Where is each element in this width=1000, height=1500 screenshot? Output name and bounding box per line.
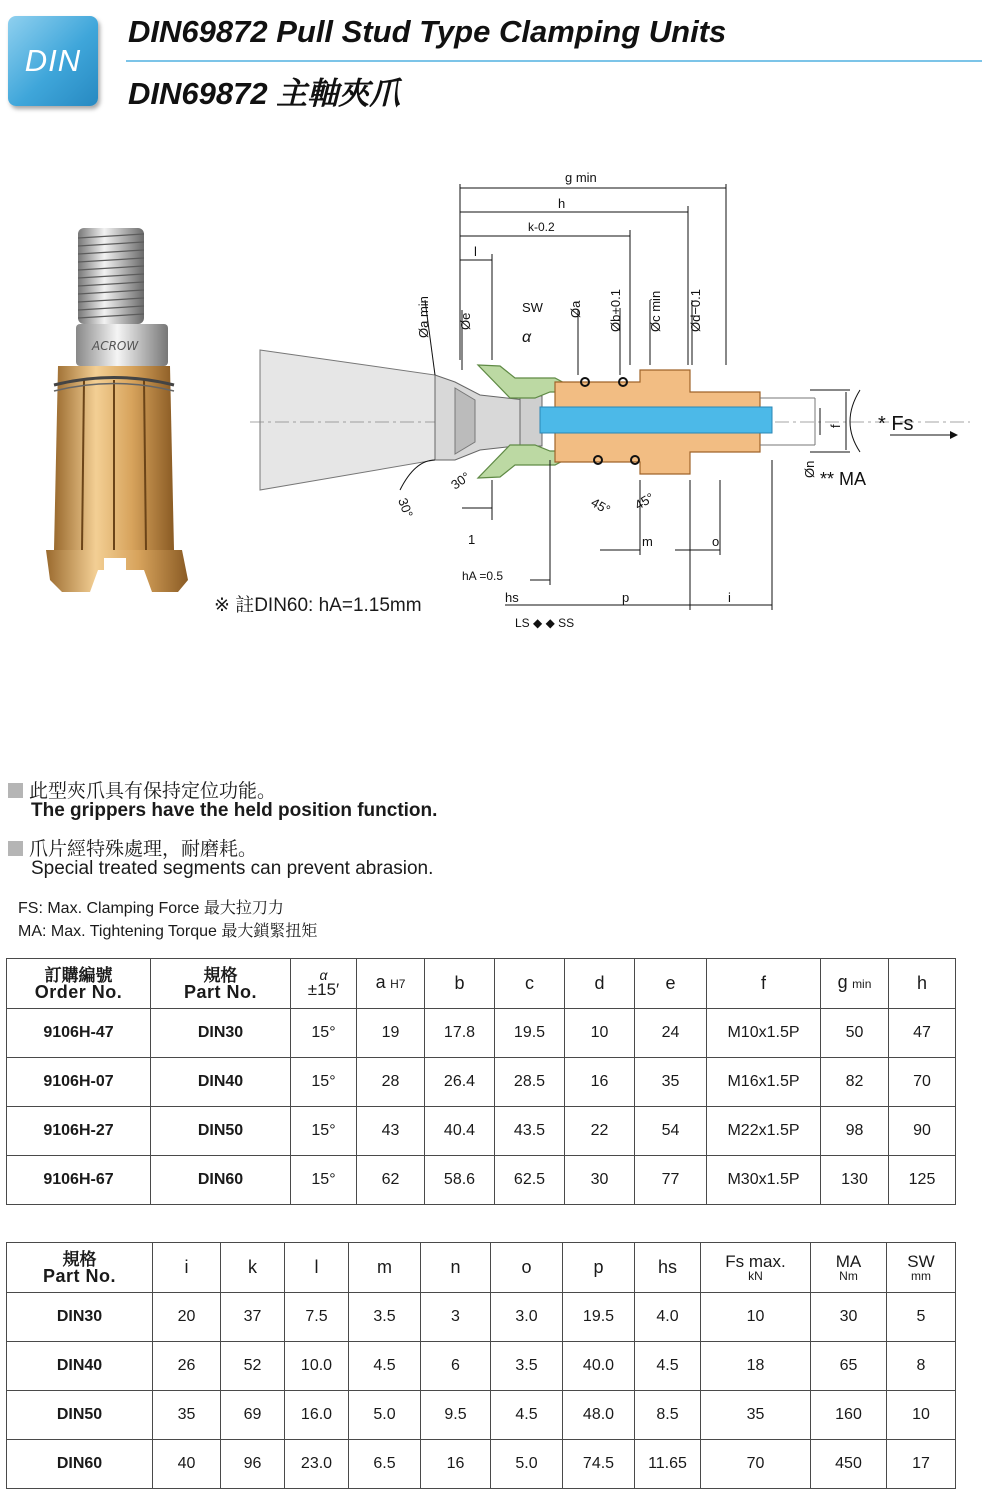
col-part: 規格 Part No. [151, 959, 291, 1009]
table-row [7, 1342, 956, 1391]
cell-ma: 65 [811, 1342, 887, 1391]
cell-sw: 17 [887, 1440, 956, 1489]
dim-ha: hA =0.5 [462, 569, 504, 583]
cell-o: 4.5 [491, 1391, 563, 1440]
cell-alpha: 15° [291, 1156, 357, 1205]
cell-f: M16x1.5P [707, 1058, 821, 1107]
brand-label: ACROW [92, 339, 139, 353]
dim-d: Ød−0.1 [688, 288, 703, 332]
cell-n: 3 [421, 1293, 491, 1342]
cell-m: 3.5 [349, 1293, 421, 1342]
cell-e: 77 [635, 1156, 707, 1205]
dim-i: i [728, 590, 731, 605]
col-m: m [349, 1243, 421, 1293]
page-title-en: DIN69872 Pull Stud Type Clamping Units [128, 14, 727, 49]
cell-m: 5.0 [349, 1391, 421, 1440]
cell-l: 7.5 [285, 1293, 349, 1342]
cell-g: 130 [821, 1156, 889, 1205]
col-fs: Fs max. kN [701, 1243, 811, 1293]
cell-n: 9.5 [421, 1391, 491, 1440]
dim-m: m [642, 534, 653, 549]
cell-p: 48.0 [563, 1391, 635, 1440]
cell-fs: 35 [701, 1391, 811, 1440]
page-title-zh: DIN69872 主軸夾爪 [128, 76, 401, 111]
title-divider [126, 60, 982, 62]
col-order: 訂購編號 Order No. [7, 959, 151, 1009]
cell-part: DIN50 [7, 1391, 153, 1440]
feature-1-zh: 此型夾爪具有保持定位功能。 [8, 776, 276, 803]
cell-sw: 5 [887, 1293, 956, 1342]
table-header-row [7, 1243, 956, 1293]
cell-i: 26 [153, 1342, 221, 1391]
cell-alpha: 15° [291, 1009, 357, 1058]
cell-l: 23.0 [285, 1440, 349, 1489]
cell-b: 58.6 [425, 1156, 495, 1205]
col-f: f [707, 959, 821, 1009]
cell-h: 125 [889, 1156, 956, 1205]
cell-l: 16.0 [285, 1391, 349, 1440]
col-hs: hs [635, 1243, 701, 1293]
cell-order: 9106H-47 [7, 1009, 151, 1058]
cell-hs: 4.0 [635, 1293, 701, 1342]
dim-c-min: Øc min [648, 290, 663, 332]
cell-c: 28.5 [495, 1058, 565, 1107]
cell-fs: 70 [701, 1440, 811, 1489]
cell-l: 10.0 [285, 1342, 349, 1391]
cell-d: 22 [565, 1107, 635, 1156]
col-e: e [635, 959, 707, 1009]
dim-o: o [712, 534, 720, 549]
cell-h: 70 [889, 1058, 956, 1107]
cell-b: 26.4 [425, 1058, 495, 1107]
col-l: l [285, 1243, 349, 1293]
angle-45a: 45° [588, 494, 614, 518]
cell-d: 16 [565, 1058, 635, 1107]
cell-hs: 4.5 [635, 1342, 701, 1391]
cell-e: 54 [635, 1107, 707, 1156]
cell-n: 16 [421, 1440, 491, 1489]
cell-d: 30 [565, 1156, 635, 1205]
col-alpha: α ±15′ [291, 959, 357, 1009]
din60-note: ※ 註DIN60: hA=1.15mm [214, 595, 422, 616]
col-p: p [563, 1243, 635, 1293]
ls-ss-label: LS ◆ ◆ SS [515, 616, 575, 630]
cell-g: 50 [821, 1009, 889, 1058]
cell-hs: 8.5 [635, 1391, 701, 1440]
din-logo [8, 16, 98, 106]
col-a: a H7 [357, 959, 425, 1009]
col-h: h [889, 959, 956, 1009]
col-part: 規格 Part No. [7, 1243, 153, 1293]
col-ma: MA Nm [811, 1243, 887, 1293]
table-header-row [7, 959, 956, 1009]
cell-c: 62.5 [495, 1156, 565, 1205]
cell-i: 40 [153, 1440, 221, 1489]
cell-part: DIN30 [151, 1009, 291, 1058]
col-o: o [491, 1243, 563, 1293]
col-b: b [425, 959, 495, 1009]
dim-g-min: g min [565, 170, 597, 185]
dim-1: 1 [468, 532, 476, 547]
cell-ma: 30 [811, 1293, 887, 1342]
cell-e: 24 [635, 1009, 707, 1058]
cell-b: 40.4 [425, 1107, 495, 1156]
cell-c: 19.5 [495, 1009, 565, 1058]
feature-1-en: The grippers have the held position function. [31, 800, 438, 821]
cell-i: 35 [153, 1391, 221, 1440]
spec-table-1 [6, 958, 956, 1205]
cell-part: DIN50 [151, 1107, 291, 1156]
spec-table-2 [6, 1242, 956, 1489]
bullet-square-icon [8, 841, 23, 856]
cell-sw: 8 [887, 1342, 956, 1391]
dim-h: h [558, 196, 566, 211]
product-photo [40, 220, 200, 600]
table-row [7, 1156, 956, 1205]
dim-f: f [828, 424, 843, 428]
cell-o: 5.0 [491, 1440, 563, 1489]
cell-g: 82 [821, 1058, 889, 1107]
dim-a: Øa [568, 300, 583, 318]
cell-m: 6.5 [349, 1440, 421, 1489]
cell-order: 9106H-07 [7, 1058, 151, 1107]
table-row [7, 1440, 956, 1489]
cell-part: DIN30 [7, 1293, 153, 1342]
cell-p: 19.5 [563, 1293, 635, 1342]
col-k: k [221, 1243, 285, 1293]
dim-sw: SW [522, 300, 543, 315]
cell-hs: 11.65 [635, 1440, 701, 1489]
cell-f: M10x1.5P [707, 1009, 821, 1058]
cell-b: 17.8 [425, 1009, 495, 1058]
cell-part: DIN40 [151, 1058, 291, 1107]
cell-a: 62 [357, 1156, 425, 1205]
cell-f: M22x1.5P [707, 1107, 821, 1156]
cell-n: 6 [421, 1342, 491, 1391]
cell-c: 43.5 [495, 1107, 565, 1156]
legend-ma: MA: Max. Tightening Torque 最大鎖緊扭矩 [18, 923, 318, 940]
cell-sw: 10 [887, 1391, 956, 1440]
logo-text: DIN [24, 43, 82, 78]
torque-ma: ** MA [820, 469, 867, 489]
cell-h: 90 [889, 1107, 956, 1156]
cell-fs: 10 [701, 1293, 811, 1342]
cell-part: DIN60 [151, 1156, 291, 1205]
feature-2-en: Special treated segments can prevent abrasion. [31, 858, 434, 879]
legend-fs: FS: Max. Clamping Force 最大拉刀力 [18, 900, 284, 917]
technical-diagram [250, 160, 970, 640]
dim-alpha: α [522, 329, 532, 346]
dim-p: p [622, 590, 630, 605]
dim-a-min: Øa min [416, 296, 431, 338]
cell-d: 10 [565, 1009, 635, 1058]
angle-45b: 45° [632, 489, 657, 513]
cell-p: 40.0 [563, 1342, 635, 1391]
cell-k: 37 [221, 1293, 285, 1342]
dim-l: l [474, 244, 477, 259]
cell-m: 4.5 [349, 1342, 421, 1391]
table-row [7, 1009, 956, 1058]
cell-k: 69 [221, 1391, 285, 1440]
cell-e: 35 [635, 1058, 707, 1107]
dim-k: k-0.2 [528, 220, 555, 234]
cell-alpha: 15° [291, 1107, 357, 1156]
cell-ma: 160 [811, 1391, 887, 1440]
col-c: c [495, 959, 565, 1009]
col-d: d [565, 959, 635, 1009]
angle-30b: 30° [448, 468, 473, 493]
cell-order: 9106H-27 [7, 1107, 151, 1156]
dim-hs: hs [505, 590, 519, 605]
dim-n: Øn [802, 460, 817, 478]
cell-o: 3.5 [491, 1342, 563, 1391]
cell-h: 47 [889, 1009, 956, 1058]
table-row [7, 1107, 956, 1156]
cell-a: 43 [357, 1107, 425, 1156]
cell-order: 9106H-67 [7, 1156, 151, 1205]
cell-k: 52 [221, 1342, 285, 1391]
bullet-square-icon [8, 783, 23, 798]
dim-b: Øb+0.1 [608, 288, 623, 332]
table-row [7, 1058, 956, 1107]
cell-g: 98 [821, 1107, 889, 1156]
cell-part: DIN60 [7, 1440, 153, 1489]
cell-o: 3.0 [491, 1293, 563, 1342]
col-n: n [421, 1243, 491, 1293]
cell-ma: 450 [811, 1440, 887, 1489]
dim-e: Øe [458, 312, 473, 330]
table-row [7, 1391, 956, 1440]
cell-i: 20 [153, 1293, 221, 1342]
angle-30a: 30° [395, 495, 417, 520]
col-g: g min [821, 959, 889, 1009]
col-sw: SW mm [887, 1243, 956, 1293]
cell-f: M30x1.5P [707, 1156, 821, 1205]
feature-2-zh: 爪片經特殊處理，耐磨耗。 [8, 834, 257, 861]
cell-alpha: 15° [291, 1058, 357, 1107]
cell-a: 19 [357, 1009, 425, 1058]
cell-a: 28 [357, 1058, 425, 1107]
cell-k: 96 [221, 1440, 285, 1489]
col-i: i [153, 1243, 221, 1293]
table-row [7, 1293, 956, 1342]
force-fs: * Fs [878, 413, 914, 435]
cell-fs: 18 [701, 1342, 811, 1391]
cell-p: 74.5 [563, 1440, 635, 1489]
cell-part: DIN40 [7, 1342, 153, 1391]
